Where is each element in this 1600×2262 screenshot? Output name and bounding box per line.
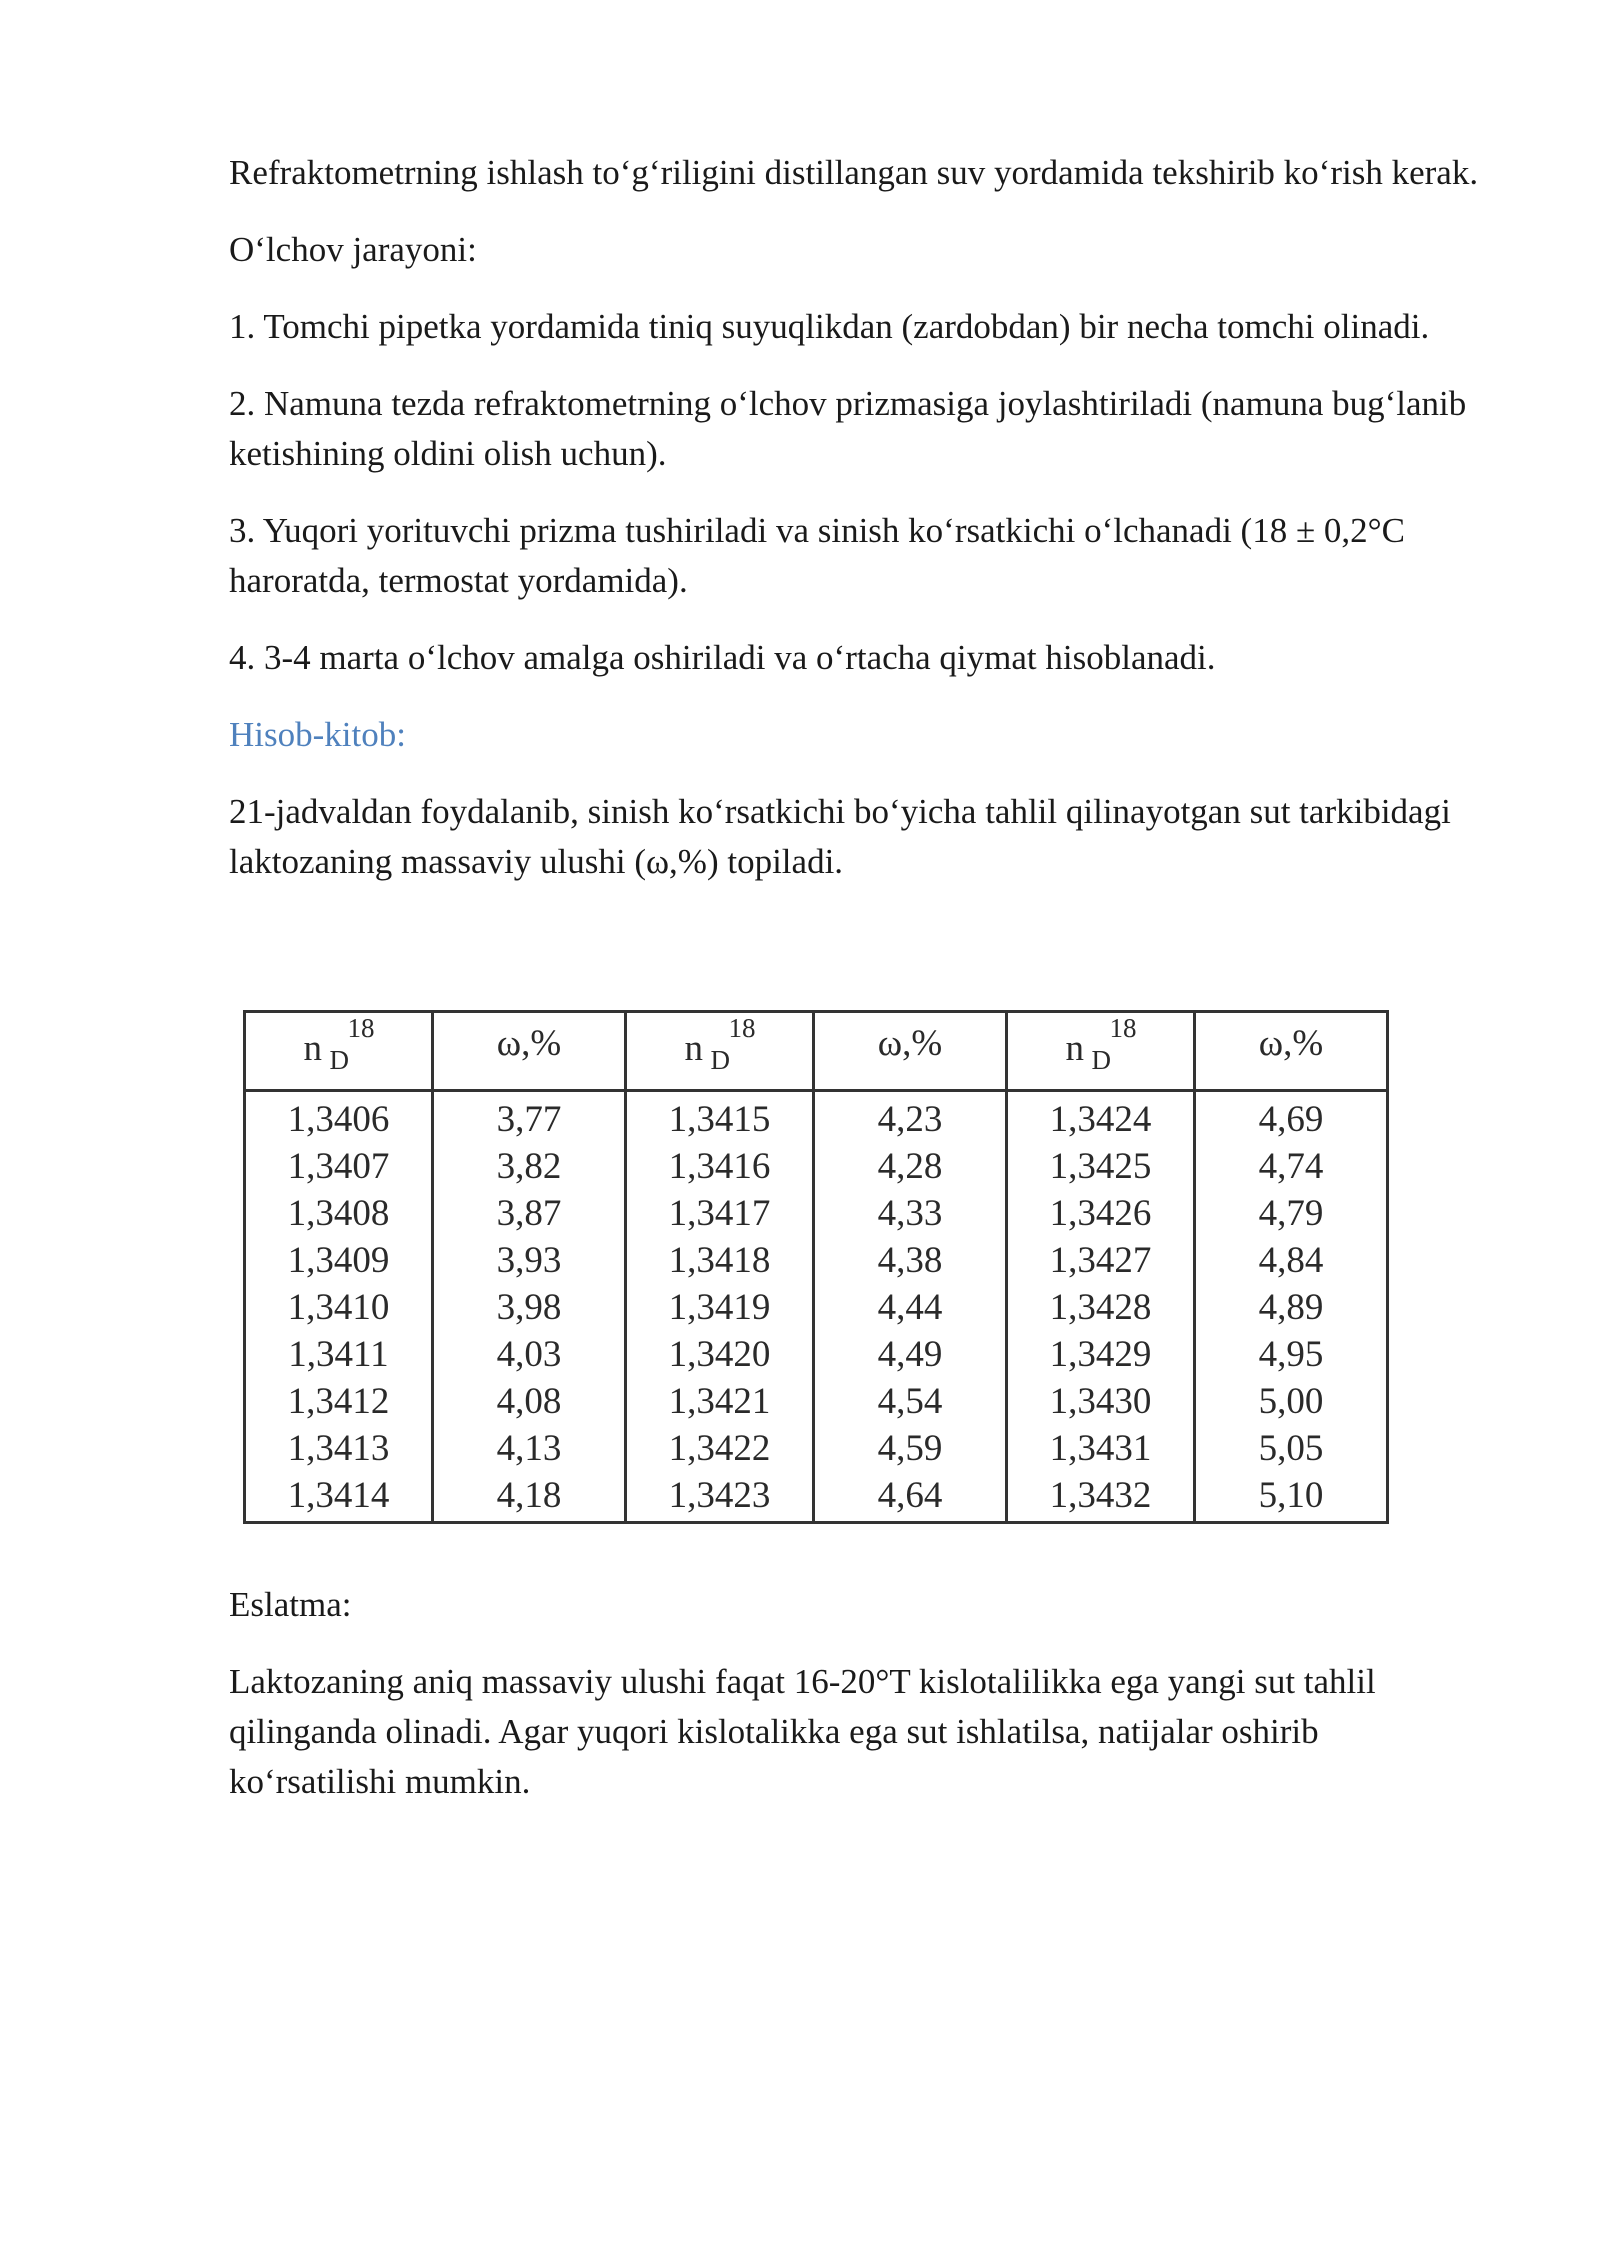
table-row — [245, 1378, 1388, 1425]
nd18-symbol: n D 18 — [303, 1013, 375, 1075]
table-cell: 1,3420 — [626, 1331, 814, 1378]
table-cell: 4,44 — [814, 1284, 1007, 1331]
table-cell: 4,84 — [1195, 1237, 1388, 1284]
note-title: Eslatma: — [229, 1585, 352, 1624]
table-cell: 1,3412 — [245, 1378, 433, 1425]
table-cell: 1,3410 — [245, 1284, 433, 1331]
table-cell: 4,95 — [1195, 1331, 1388, 1378]
note-text: Laktozaning aniq massaviy ulushi faqat 16-20°T kislotalilikka ega yangi sut tahlil qilinganda olinadi. Agar yuqori kislotalikka ega sut ishlatilsa, natijalar oshirib ko‘rsatilishi mumkin. — [229, 1662, 1376, 1801]
paragraph-step-1: 1. Tomchi pipetka yordamida tiniq suyuqlikdan (zardobdan) bir necha tomchi olinadi. — [229, 307, 1430, 346]
table-cell: 4,59 — [814, 1425, 1007, 1472]
header-refractive-index — [626, 1012, 814, 1091]
table-cell: 1,3418 — [626, 1237, 814, 1284]
spacer — [229, 914, 1479, 1010]
table-cell: 1,3423 — [626, 1472, 814, 1523]
paragraph-measurement-process: O‘lchov jarayoni: — [229, 230, 477, 269]
table-cell: 1,3407 — [245, 1143, 433, 1190]
table-cell: 1,3424 — [1007, 1091, 1195, 1144]
table-row — [245, 1331, 1388, 1378]
nd18-symbol: n D 18 — [1065, 1013, 1137, 1075]
table-cell: 1,3406 — [245, 1091, 433, 1144]
paragraph-table-reference: 21-jadvaldan foydalanib, sinish ko‘rsatkichi bo‘yicha tahlil qilinayotgan sut tarkibidagi laktozaning massaviy ulushi (ω,%) topiladi. — [229, 792, 1451, 881]
table-cell: 4,49 — [814, 1331, 1007, 1378]
table-cell: 4,08 — [433, 1378, 626, 1425]
table-cell: 4,89 — [1195, 1284, 1388, 1331]
paragraph-step-4: 4. 3-4 marta o‘lchov amalga oshiriladi va o‘rtacha qiymat hisoblanadi. — [229, 638, 1216, 677]
table-cell: 1,3431 — [1007, 1425, 1195, 1472]
table-cell: 1,3414 — [245, 1472, 433, 1523]
table-cell: 1,3417 — [626, 1190, 814, 1237]
table-cell: 4,28 — [814, 1143, 1007, 1190]
table-cell: 1,3425 — [1007, 1143, 1195, 1190]
table-row — [245, 1472, 1388, 1523]
table-cell: 4,79 — [1195, 1190, 1388, 1237]
paragraph-check-refractometer: Refraktometrning ishlash to‘g‘riligini distillangan suv yordamida tekshirib ko‘rish kerak. — [229, 153, 1479, 192]
paragraph-step-2: 2. Namuna tezda refraktometrning o‘lchov prizmasiga joylashtiriladi (namuna bug‘lanib ketishining oldini olish uchun). — [229, 384, 1467, 473]
table-cell: 1,3429 — [1007, 1331, 1195, 1378]
table-row — [245, 1284, 1388, 1331]
table-cell: 1,3409 — [245, 1237, 433, 1284]
table-cell: 4,74 — [1195, 1143, 1388, 1190]
table-cell: 4,23 — [814, 1091, 1007, 1144]
table-row — [245, 1425, 1388, 1472]
table-row — [245, 1143, 1388, 1190]
section-heading-calculation: Hisob-kitob: — [229, 715, 406, 754]
table-cell: 1,3415 — [626, 1091, 814, 1144]
paragraph-step-3: 3. Yuqori yorituvchi prizma tushiriladi va sinish ko‘rsatkichi o‘lchanadi (18 ± 0,2°C haroratda, termostat yordamida). — [229, 511, 1406, 600]
table-row — [245, 1190, 1388, 1237]
table-cell: 3,93 — [433, 1237, 626, 1284]
table-cell: 4,38 — [814, 1237, 1007, 1284]
table-cell: 4,33 — [814, 1190, 1007, 1237]
header-refractive-index — [245, 1012, 433, 1091]
table-cell: 1,3413 — [245, 1425, 433, 1472]
table-row — [245, 1091, 1388, 1144]
table-cell: 1,3416 — [626, 1143, 814, 1190]
header-mass-fraction: ω,% — [433, 1012, 626, 1091]
table-cell: 4,69 — [1195, 1091, 1388, 1144]
table-cell: 3,87 — [433, 1190, 626, 1237]
table-cell: 1,3426 — [1007, 1190, 1195, 1237]
header-mass-fraction: ω,% — [1195, 1012, 1388, 1091]
table-cell: 1,3427 — [1007, 1237, 1195, 1284]
table-cell: 4,13 — [433, 1425, 626, 1472]
lactose-refraction-table — [243, 1010, 1389, 1524]
table-cell: 1,3422 — [626, 1425, 814, 1472]
table-cell: 1,3432 — [1007, 1472, 1195, 1523]
table-cell: 1,3408 — [245, 1190, 433, 1237]
nd18-symbol: n D 18 — [684, 1013, 756, 1075]
table-row — [245, 1237, 1388, 1284]
table-cell: 4,03 — [433, 1331, 626, 1378]
header-refractive-index — [1007, 1012, 1195, 1091]
table-cell: 3,82 — [433, 1143, 626, 1190]
table-cell: 3,77 — [433, 1091, 626, 1144]
table-cell: 5,05 — [1195, 1425, 1388, 1472]
table-cell: 4,54 — [814, 1378, 1007, 1425]
table-cell: 1,3419 — [626, 1284, 814, 1331]
table-cell: 5,00 — [1195, 1378, 1388, 1425]
table-cell: 4,64 — [814, 1472, 1007, 1523]
header-mass-fraction: ω,% — [814, 1012, 1007, 1091]
table-cell: 1,3421 — [626, 1378, 814, 1425]
table-cell: 1,3411 — [245, 1331, 433, 1378]
lactose-table-wrapper — [243, 1010, 1479, 1524]
document-page — [229, 148, 1479, 1834]
table-cell: 3,98 — [433, 1284, 626, 1331]
table-cell: 1,3430 — [1007, 1378, 1195, 1425]
table-cell: 1,3428 — [1007, 1284, 1195, 1331]
table-cell: 4,18 — [433, 1472, 626, 1523]
table-cell: 5,10 — [1195, 1472, 1388, 1523]
table-header-row — [245, 1012, 1388, 1091]
